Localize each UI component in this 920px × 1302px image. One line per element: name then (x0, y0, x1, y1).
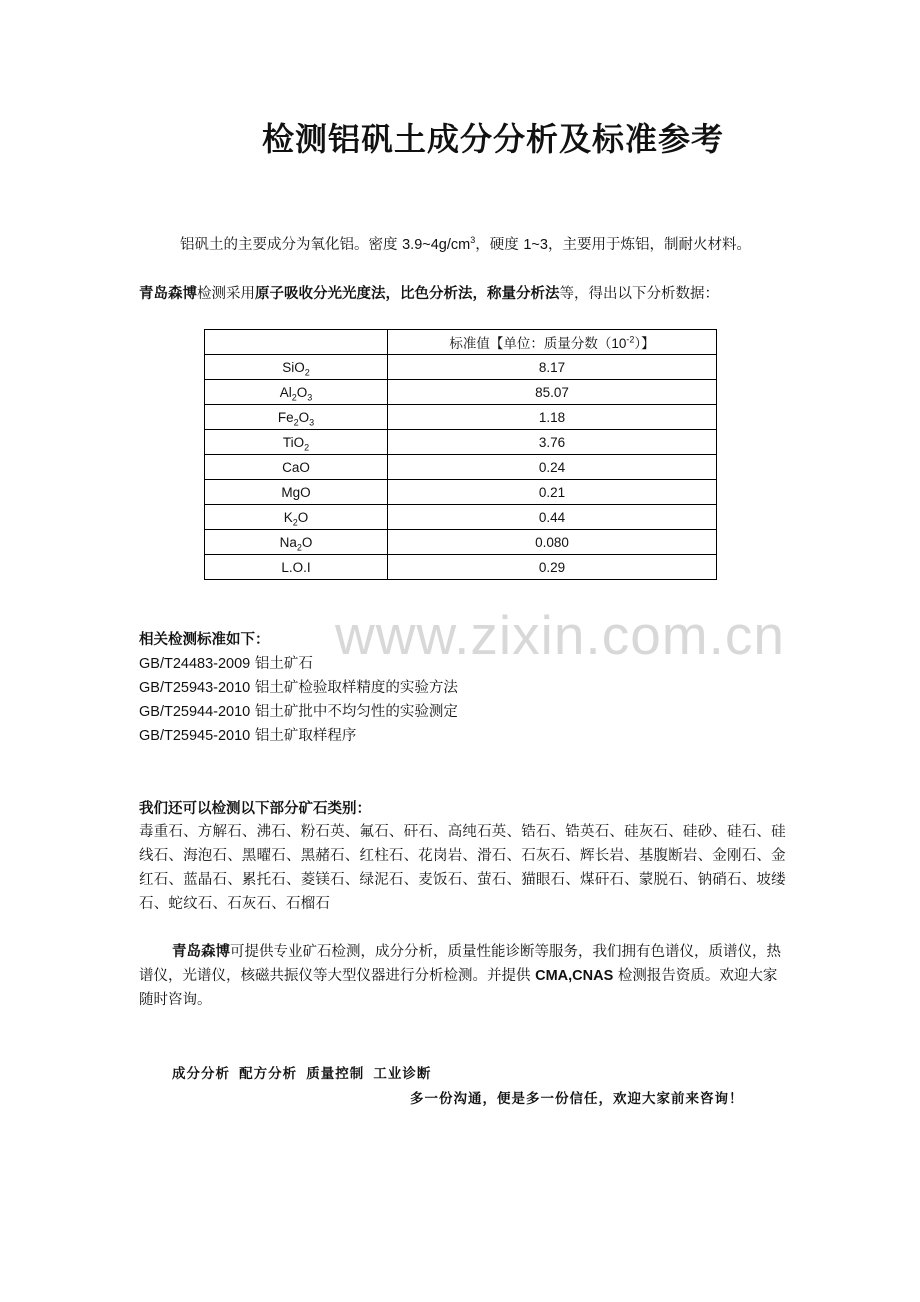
compound-cell (205, 380, 388, 405)
compound-part-pre: MgO (281, 484, 311, 500)
compound-cell (205, 555, 388, 580)
standard-name: 铝土矿批中不均匀性的实验测定 (254, 704, 458, 720)
method-1: 原子吸收分光光度法 (255, 285, 386, 302)
table-header-row (205, 330, 717, 355)
compound-part-pre: L.O.I (281, 559, 311, 575)
certification: CMA,CNAS (535, 968, 614, 984)
compound-cell (205, 455, 388, 480)
trust-slogan: 多一份沟通，便是多一份信任，欢迎大家前来咨询！ (410, 1091, 744, 1107)
contact-text-b: 检测报告资质。欢迎大家随时咨询。 (139, 968, 778, 1008)
compound-part-mid: O (301, 534, 313, 550)
standard-item (139, 652, 458, 676)
compound-cell (205, 355, 388, 380)
page-title: 检测铝矾土成分分析及标准参考 (262, 120, 725, 158)
value-cell: 85.07 (388, 380, 717, 405)
header-end: ）】 (634, 336, 655, 352)
standard-item (139, 724, 458, 748)
compound-part-pre: Na (279, 534, 297, 550)
compound-part-pre: CaO (282, 459, 310, 475)
services-slogan: 成分分析 配方分析 质量控制 工业诊断 (172, 1066, 432, 1082)
value-cell: 0.44 (388, 505, 717, 530)
standard-name: 铝土矿石 (254, 656, 313, 672)
method-sep-1: ， (385, 285, 400, 302)
hardness-value: 1~3 (523, 237, 548, 253)
company-name: 青岛森博 (139, 285, 197, 302)
table-row (205, 555, 717, 580)
value-cell: 0.29 (388, 555, 717, 580)
value-cell: 8.17 (388, 355, 717, 380)
value-cell: 3.76 (388, 430, 717, 455)
standard-code: GB/T25943-2010 (139, 680, 251, 696)
compound-part-mid: O (296, 384, 308, 400)
method-text-2: 等，得出以下分析数据： (559, 286, 719, 302)
contact-company: 青岛森博 (172, 943, 230, 960)
minerals-list: 毒重石、方解石、沸石、粉石英、氟石、矸石、高纯石英、锆石、锆英石、硅灰石、硅砂、硅石、硅线石、海泡石、黑曜石、黑赭石、红柱石、花岗岩、滑石、石灰石、辉长岩、基腹断岩、金刚石、金红石、蓝晶石、累托石、菱镁石、绿泥石、麦饭石、萤石、猫眼石、煤矸石、蒙脱石、钠硝石、坡缕石、蛇纹石、石灰石、石榴石 (139, 824, 786, 912)
compound-part-pre: K (283, 509, 293, 525)
intro-text-b: ，硬度 (475, 237, 524, 253)
header-value-text: 标准值【单位：质量分数（ (449, 336, 612, 352)
compound-cell (205, 480, 388, 505)
table-header-value (388, 330, 717, 355)
intro-text-a: 铝矾土的主要成分为氧化铝。密度 (180, 237, 403, 253)
method-text-1: 检测采用 (197, 286, 255, 302)
table-row (205, 430, 717, 455)
minerals-heading: 我们还可以检测以下部分矿石类别： (139, 801, 371, 817)
compound-cell (205, 405, 388, 430)
contact-text-a: 可提供专业矿石检测，成分分析，质量性能诊断等服务，我们拥有色谱仪，质谱仪，热谱仪，光谱仪，核磁共振仪等大型仪器进行分析检测。并提供 (139, 944, 781, 984)
standard-item (139, 700, 458, 724)
composition-table (204, 329, 717, 580)
compound-part-sub: 2 (291, 392, 297, 403)
method-paragraph (139, 282, 789, 306)
contact-paragraph (139, 940, 789, 1012)
compound-part-sub2: 3 (309, 417, 315, 428)
method-sep-2: ， (472, 285, 487, 302)
table-header-blank (205, 330, 388, 355)
watermark: www.zixin.com.cn (335, 604, 785, 666)
table-row (205, 355, 717, 380)
density-value: 3.9~4g/cm (402, 237, 471, 253)
table-row (205, 380, 717, 405)
method-3: 称量分析法 (487, 285, 560, 302)
compound-part-sub: 2 (292, 517, 298, 528)
header-unit-sup: -2 (626, 334, 635, 345)
standard-code: GB/T25945-2010 (139, 728, 251, 744)
value-cell: 0.080 (388, 530, 717, 555)
intro-text-c: ，主要用于炼铝，制耐火材料。 (547, 237, 751, 253)
compound-part-mid: O (298, 409, 310, 425)
compound-part-sub2: 3 (307, 392, 313, 403)
table-row (205, 480, 717, 505)
compound-part-pre: SiO (282, 359, 305, 375)
table-row (205, 505, 717, 530)
compound-cell (205, 505, 388, 530)
density-superscript: 3 (470, 235, 476, 246)
header-unit: 10 (611, 336, 627, 351)
compound-part-sub: 2 (296, 542, 302, 553)
value-cell: 1.18 (388, 405, 717, 430)
value-cell: 0.21 (388, 480, 717, 505)
table-row (205, 405, 717, 430)
compound-cell (205, 430, 388, 455)
compound-part-sub: 2 (293, 417, 299, 428)
standard-item (139, 676, 458, 700)
compound-part-pre: Al (279, 384, 292, 400)
standard-code: GB/T24483-2009 (139, 656, 251, 672)
compound-part-sub: 2 (304, 367, 310, 378)
table-row (205, 455, 717, 480)
standards-list (139, 652, 458, 748)
standard-code: GB/T25944-2010 (139, 704, 251, 720)
standard-name: 铝土矿取样程序 (254, 728, 357, 744)
intro-paragraph (139, 233, 789, 257)
standards-heading: 相关检测标准如下： (139, 632, 270, 648)
method-2: 比色分析法 (400, 285, 473, 302)
table-row (205, 530, 717, 555)
compound-part-pre: TiO (282, 434, 305, 450)
compound-part-mid: O (297, 509, 309, 525)
standard-name: 铝土矿检验取样精度的实验方法 (254, 680, 458, 696)
table-body (205, 355, 717, 580)
compound-part-pre: Fe (277, 409, 294, 425)
value-cell: 0.24 (388, 455, 717, 480)
compound-part-sub: 2 (304, 442, 310, 453)
compound-cell (205, 530, 388, 555)
